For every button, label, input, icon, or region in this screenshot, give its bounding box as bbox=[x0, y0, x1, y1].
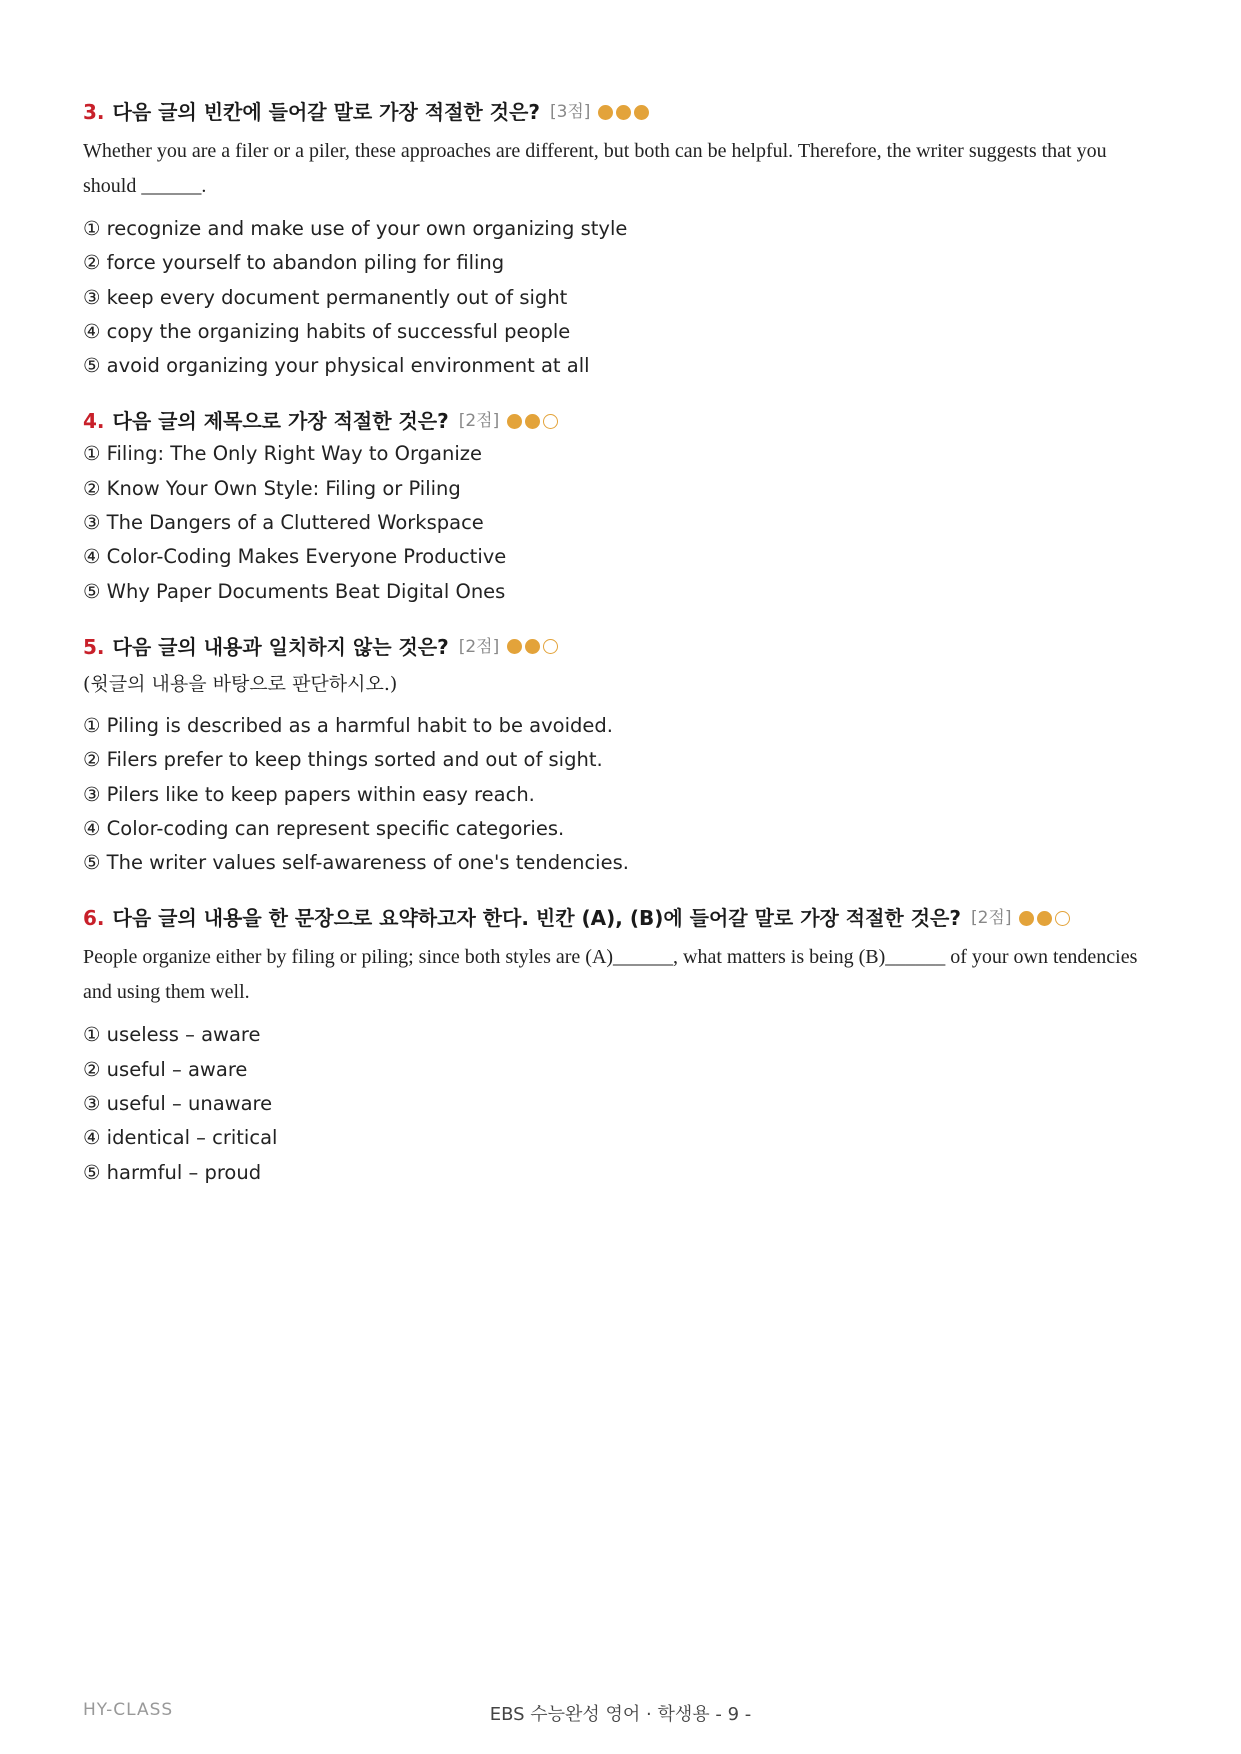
question-title: 다음 글의 내용과 일치하지 않는 것은? bbox=[112, 634, 449, 659]
question-title: 다음 글의 제목으로 가장 적절한 것은? bbox=[112, 409, 449, 434]
question-number: 3. bbox=[83, 100, 105, 124]
difficulty-dot-filled bbox=[525, 414, 540, 429]
answer-options bbox=[83, 1018, 1158, 1189]
answer-options bbox=[83, 709, 1158, 880]
difficulty-dot-empty bbox=[543, 639, 558, 654]
difficulty-indicator bbox=[1019, 911, 1070, 926]
answer-option[interactable]: ⑤ The writer values self-awareness of one's tendencies. bbox=[83, 851, 629, 875]
question-5 bbox=[83, 631, 1158, 880]
question-points: [3점] bbox=[549, 102, 591, 122]
question-points: [2점] bbox=[458, 636, 500, 657]
difficulty-dot-filled bbox=[634, 105, 649, 120]
question-number: 4. bbox=[83, 409, 105, 434]
answer-option[interactable]: ② Know Your Own Style: Filing or Piling bbox=[83, 476, 461, 500]
difficulty-dot-filled bbox=[507, 414, 522, 429]
answer-option[interactable]: ④ Color-Coding Makes Everyone Productive bbox=[83, 545, 507, 569]
answer-option[interactable]: ④ Color-coding can represent specific categories. bbox=[83, 816, 565, 840]
answer-option[interactable]: ③ The Dangers of a Cluttered Workspace bbox=[83, 511, 484, 535]
answer-option[interactable]: ② force yourself to abandon piling for filing bbox=[83, 251, 505, 275]
question-passage: People organize either by filing or piling; since both styles are (A)______, what matters is being (B)______ of your own tendencies and using them well. bbox=[83, 946, 1138, 1004]
answer-options bbox=[83, 212, 1158, 383]
difficulty-indicator bbox=[507, 414, 558, 429]
question-header bbox=[83, 631, 1158, 663]
question-3 bbox=[83, 96, 1158, 383]
question-4 bbox=[83, 405, 1158, 608]
answer-option[interactable]: ③ Pilers like to keep papers within easy reach. bbox=[83, 782, 535, 806]
difficulty-indicator bbox=[598, 105, 649, 120]
question-6 bbox=[83, 902, 1158, 1189]
difficulty-dot-filled bbox=[1019, 911, 1034, 926]
difficulty-dot-filled bbox=[1037, 911, 1052, 926]
question-title: 다음 글의 내용을 한 문장으로 요약하고자 한다. 빈칸 (A), (B)에 들어갈 말로 가장 적절한 것은? bbox=[112, 906, 961, 931]
answer-option[interactable]: ① recognize and make use of your own organizing style bbox=[83, 217, 628, 240]
answer-option[interactable]: ⑤ Why Paper Documents Beat Digital Ones bbox=[83, 579, 506, 603]
question-number: 6. bbox=[83, 906, 105, 931]
difficulty-dot-filled bbox=[525, 639, 540, 654]
question-instruction: (윗글의 내용을 바탕으로 판단하시오.) bbox=[83, 672, 398, 695]
answer-option[interactable]: ① useless – aware bbox=[83, 1023, 261, 1047]
answer-option[interactable]: ④ copy the organizing habits of successful people bbox=[83, 319, 571, 343]
question-title: 다음 글의 빈칸에 들어갈 말로 가장 적절한 것은? bbox=[112, 100, 540, 124]
question-points: [2점] bbox=[970, 908, 1012, 929]
difficulty-dot-filled bbox=[507, 639, 522, 654]
question-number: 5. bbox=[83, 634, 105, 659]
question-points: [2점] bbox=[458, 411, 500, 432]
answer-option[interactable]: ② Filers prefer to keep things sorted and out of sight. bbox=[83, 748, 603, 772]
answer-option[interactable]: ⑤ avoid organizing your physical environment at all bbox=[83, 354, 590, 378]
difficulty-dot-filled bbox=[598, 105, 613, 120]
answer-option[interactable]: ④ identical – critical bbox=[83, 1126, 278, 1150]
difficulty-dot-empty bbox=[543, 414, 558, 429]
answer-options bbox=[83, 437, 1158, 608]
question-header bbox=[83, 405, 1158, 437]
answer-option[interactable]: ③ useful – unaware bbox=[83, 1092, 273, 1116]
question-header bbox=[83, 902, 1158, 934]
footer-page-info: EBS 수능완성 영어 · 학생용 - 9 - bbox=[489, 1704, 752, 1725]
answer-option[interactable]: ③ keep every document permanently out of sight bbox=[83, 285, 568, 309]
answer-option[interactable]: ⑤ harmful – proud bbox=[83, 1160, 262, 1184]
answer-option[interactable]: ① Filing: The Only Right Way to Organize bbox=[83, 442, 482, 466]
answer-option[interactable]: ② useful – aware bbox=[83, 1057, 248, 1081]
question-header bbox=[83, 96, 1158, 128]
question-passage: Whether you are a filer or a piler, these approaches are different, but both can be helpful. Therefore, the writer suggests that you should ______. bbox=[83, 140, 1107, 197]
worksheet-content bbox=[83, 96, 1158, 1212]
difficulty-indicator bbox=[507, 639, 558, 654]
difficulty-dot-empty bbox=[1055, 911, 1070, 926]
footer-brand: HY-CLASS bbox=[83, 1700, 174, 1720]
answer-option[interactable]: ① Piling is described as a harmful habit to be avoided. bbox=[83, 713, 613, 737]
difficulty-dot-filled bbox=[616, 105, 631, 120]
